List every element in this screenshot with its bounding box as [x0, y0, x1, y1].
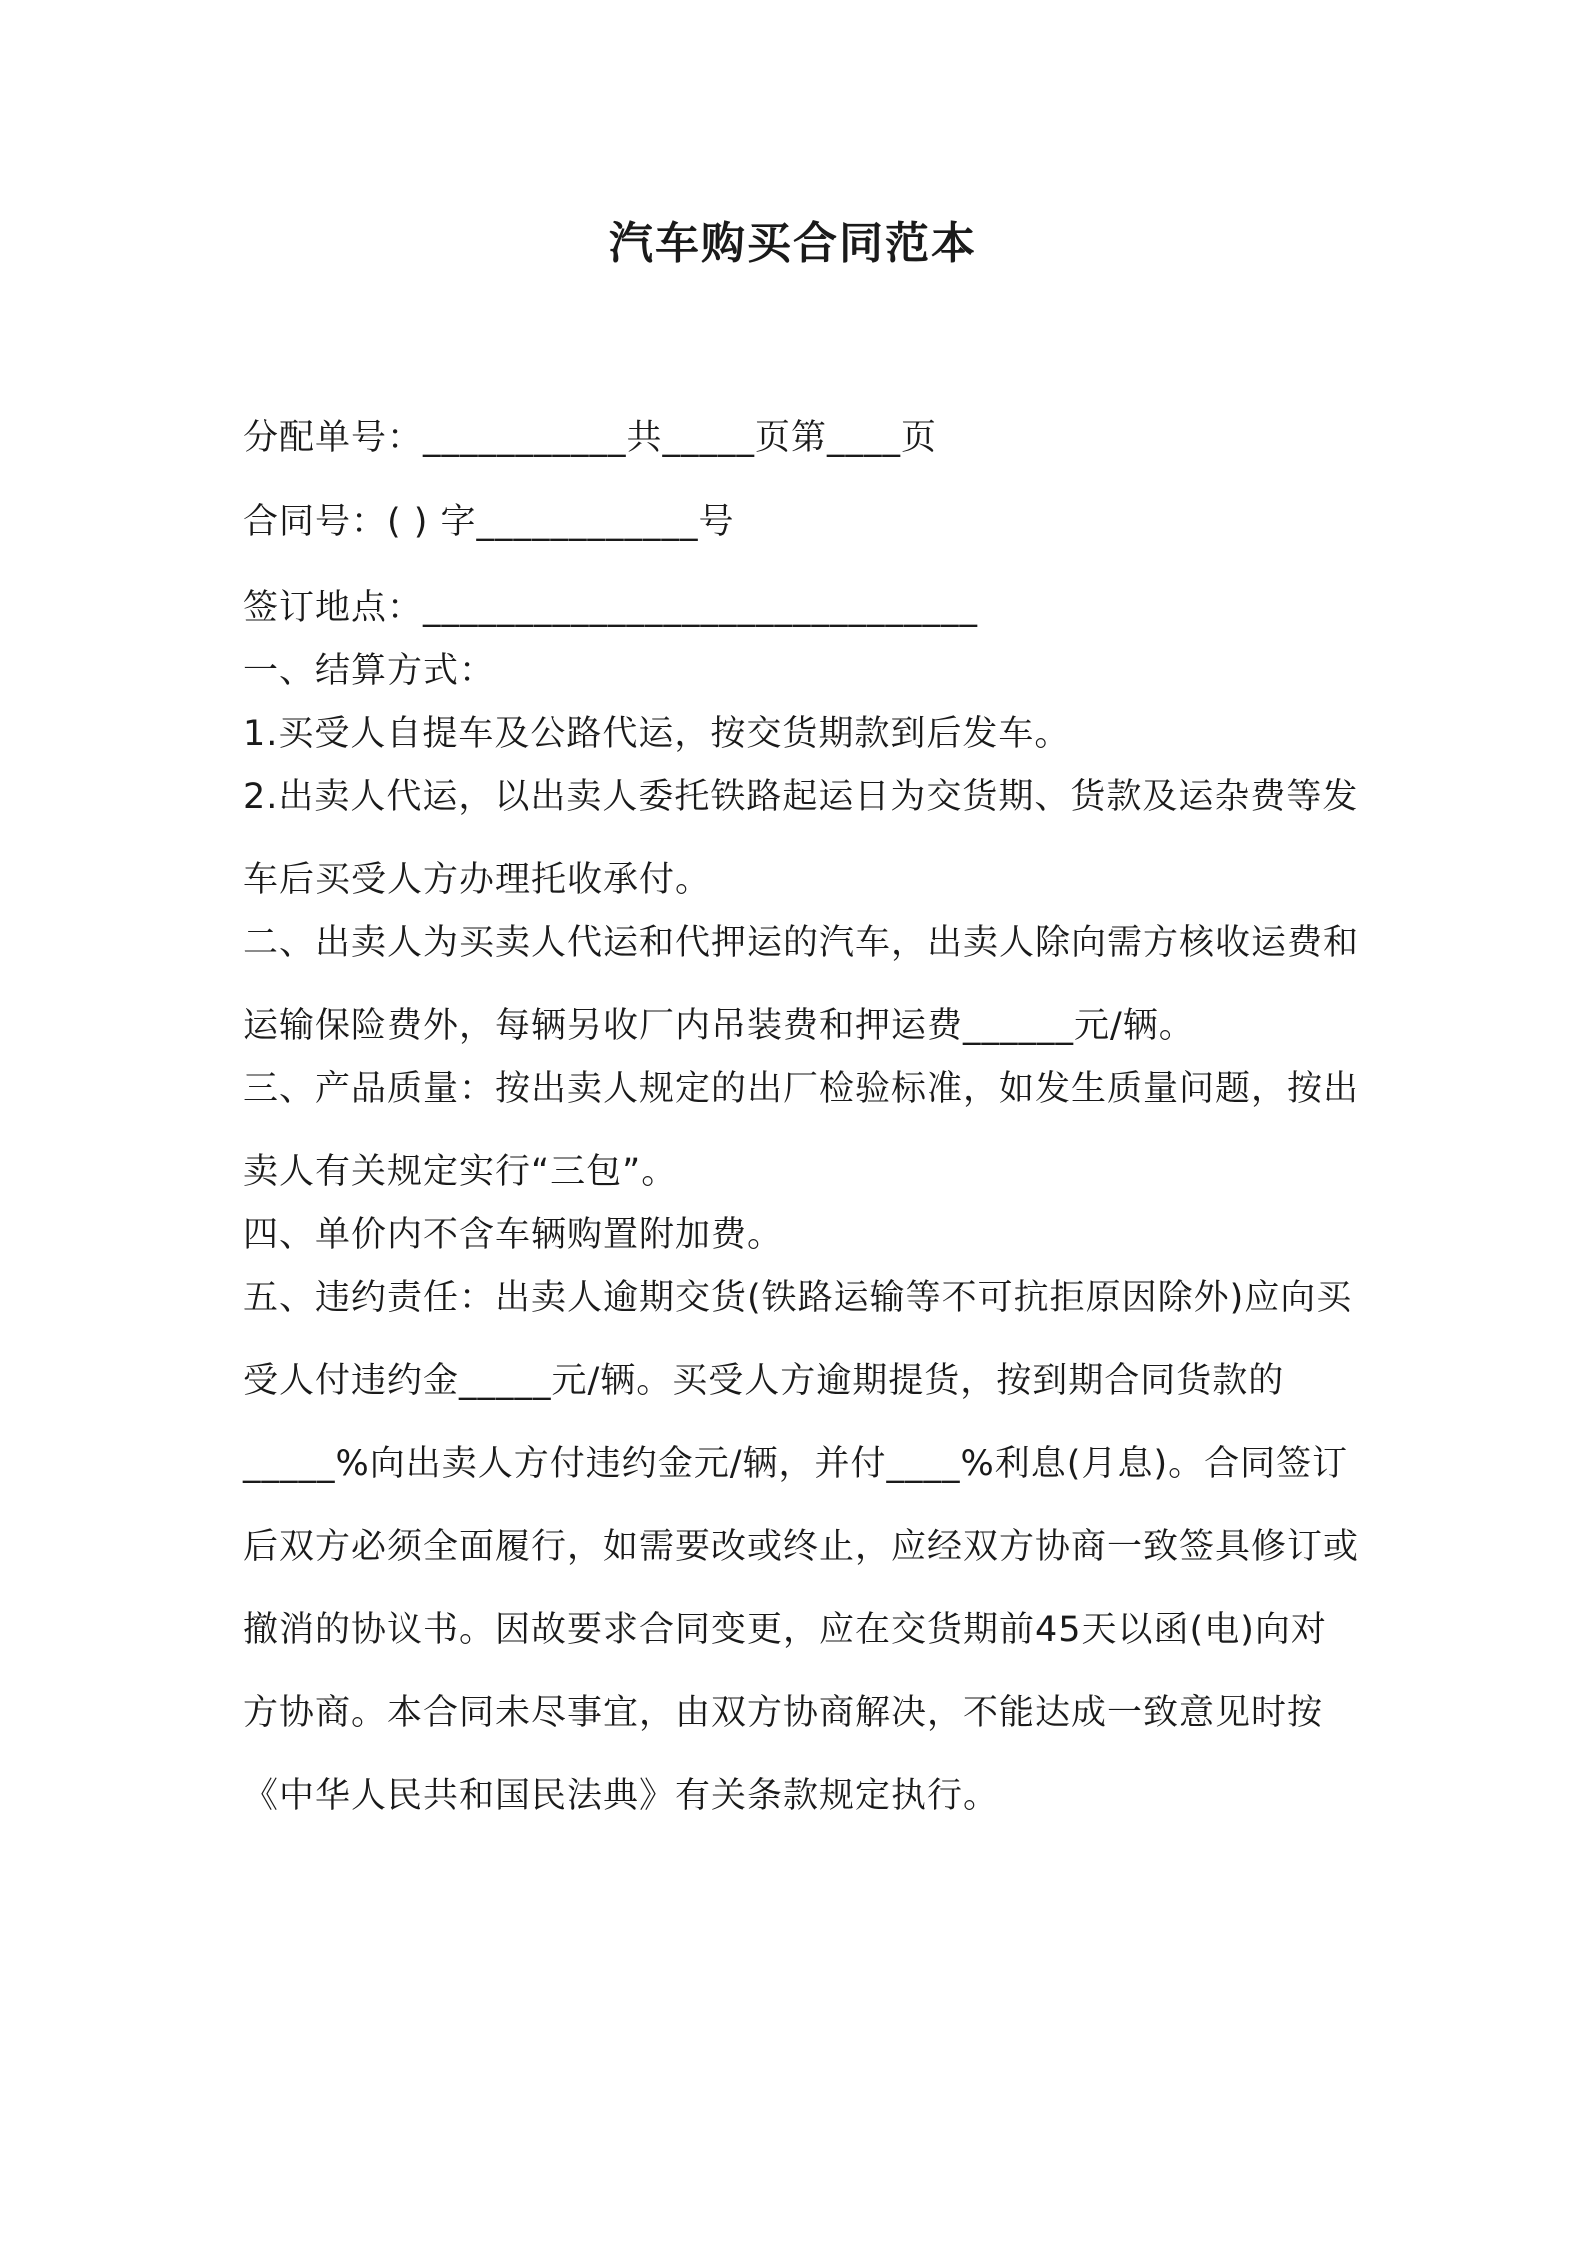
clause-breach-liability: 五、违约责任：出卖人逾期交货(铁路运输等不可抗拒原因除外)应向买受人付违约金_____元/辆。买受人方逾期提货，按到期合同货款的_____%向出卖人方付违约金元/辆，并付____%利息(月息)。合同签订后双方必须全面履行，如需要改或终止，应经双方协商一致签具修订或撤消的协议书。因故要求合同变更，应在交货期前45天以函(电)向对方协商。本合同未尽事宜，由双方协商解决，不能达成一致意见时按《中华人民共和国民法典》有关条款规定执行。 — [243, 1278, 1360, 1816]
signing-place-line: 签订地点：______________________________ — [243, 588, 979, 628]
contract-number-line: 合同号：( ) 字____________号 — [243, 502, 735, 542]
clause-settlement-item-2: 2.出卖人代运，以出卖人委托铁路起运日为交货期、货款及运杂费等发车后买受人方办理托收承付。 — [243, 777, 1359, 900]
distribution-number-line: 分配单号：___________共_____页第____页 — [243, 418, 938, 458]
clause-settlement-heading: 一、结算方式： — [243, 651, 496, 691]
document-title: 汽车购买合同范本 — [609, 218, 977, 269]
clause-product-quality: 三、产品质量：按出卖人规定的出厂检验标准，如发生质量问题，按出卖人有关规定实行“三包”。 — [243, 1069, 1360, 1192]
clause-settlement-item-1: 1.买受人自提车及公路代运，按交货期款到后发车。 — [243, 714, 1071, 754]
clause-delivery-fees: 二、出卖人为买卖人代运和代押运的汽车，出卖人除向需方核收运费和运输保险费外，每辆另收厂内吊装费和押运费______元/辆。 — [243, 923, 1360, 1046]
clause-unit-price: 四、单价内不含车辆购置附加费。 — [243, 1215, 784, 1255]
clauses — [243, 650, 1361, 1838]
